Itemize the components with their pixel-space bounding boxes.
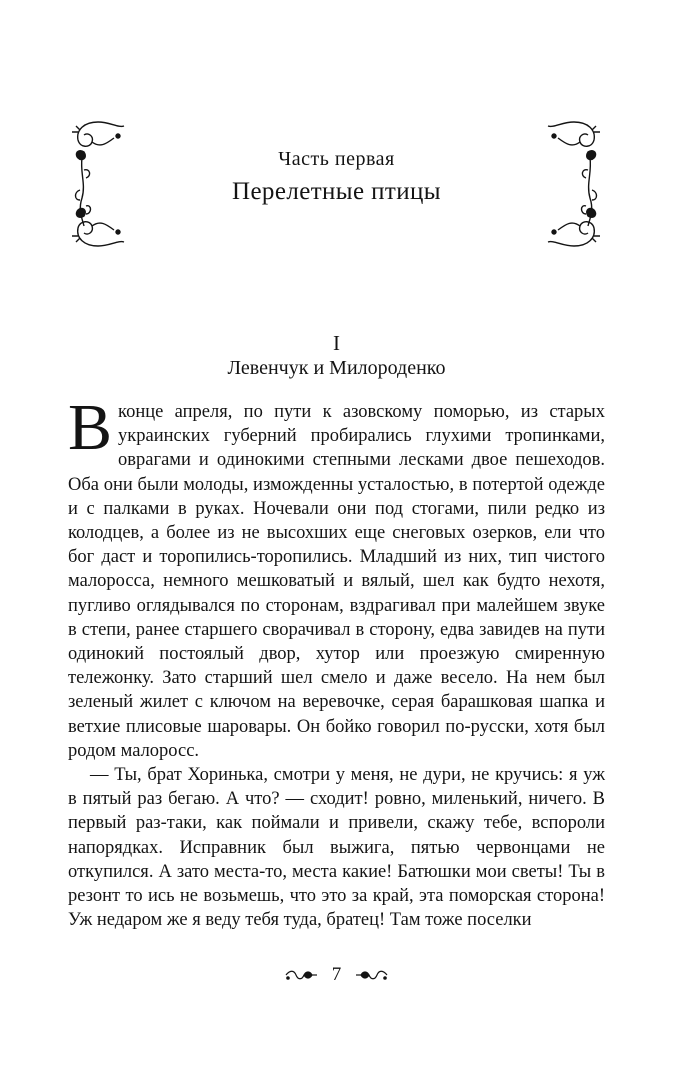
page-footer xyxy=(0,963,673,987)
left-fleuron-icon xyxy=(284,968,318,982)
chapter-title: Левенчук и Милороденко xyxy=(227,357,446,379)
right-fleuron-icon xyxy=(355,968,389,982)
part-label: Часть первая xyxy=(278,148,395,170)
paragraph xyxy=(68,391,605,763)
chapter-number: I xyxy=(333,331,340,355)
drop-cap: В xyxy=(68,391,113,464)
part-title: Перелетные птицы xyxy=(231,178,442,205)
page-number: 7 xyxy=(331,964,342,985)
body-text xyxy=(68,391,605,932)
paragraph: — Ты, брат Хоринька, смотри у меня, не дури, не кручись: я уж в пятый раз бегаю. А что? — сходит! ровно, миленький, ничего. В первый раз-таки, как поймали и привели, скажу тебе, вспороли напорядках. Исправник был выжига, пятью червонцами не откупился. А зато места-то, места какие! Батюшки мои светы! Ты в резонт то ись не возьмешь, что это за край, эта поморская сторона! Уж недаром же я веду тебя туда, братец! Там тоже поселки xyxy=(68,765,605,931)
paragraph-text: конце апреля, по пути к азовскому поморью, из старых украинских губерний пробирались глухими тропинками, оврагами и одинокими степными лесками двое пешеходов. Оба они были молоды, изможденны усталостью, в потертой одежде и с палками в руках. Ночевали они под стогами, пили редко из колодцев, а более из не высохших еще снеговых озерков, ели что бог даст и торопились-торопились. Младший из них, тип чистого малоросса, немного мешковатый и вялый, шел как будто нехотя, пугливо оглядывался по сторонам, вздрагивал при малейшем звуке в степи, ранее старшего сворачивал в сторону, едва завидев на пути одинокий постоялый двор, хутор или проезжую смиренную тележонку. Зато старший шел смело и даже весело. На нем был зеленый жилет с ключом на веревочке, серая барашковая шапка и ветхие плисовые шаровары. Он бойко говорил по-русски, хотя был родом малоросс. xyxy=(68,402,605,761)
